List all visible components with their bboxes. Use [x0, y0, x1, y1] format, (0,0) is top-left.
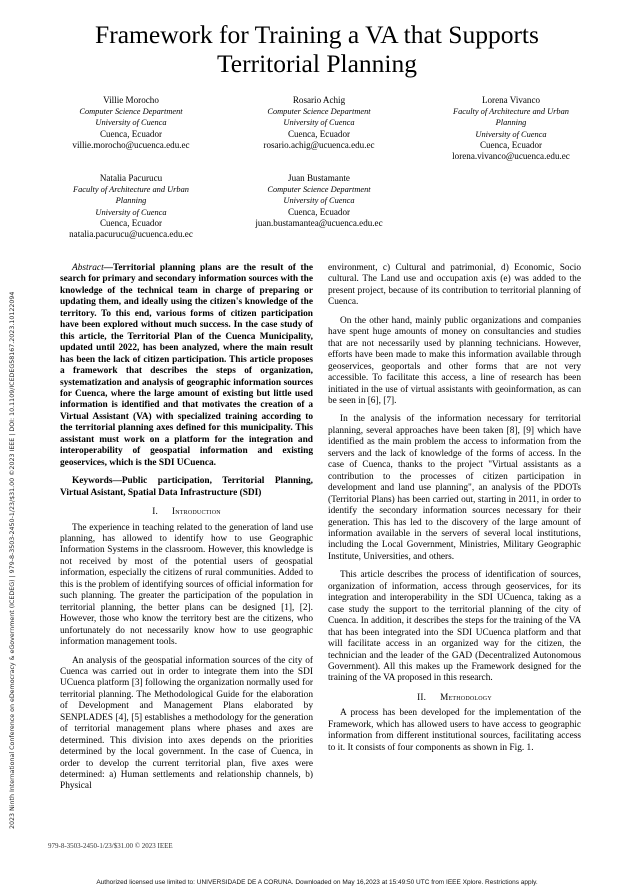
title-line-2: Territorial Planning [216, 49, 418, 78]
author-affiliation: Computer Science Department [79, 107, 183, 117]
paragraph: In the analysis of the information necessary for territorial planning, several approaches have been taken [8], [9] which have identified as the main problem the access to information from the servers and the lack of knowledge of the forms of access. In the case of Cuenca, thanks to the project "Virtual assistants as a contribution to the processes of citizen participation in development and land use planning", an analysis of the PDOTs (Territorial Plans) has been carried out, starting in 2011, in order to identify the secondary information sources necessary for their generation. This has led to the discovery of the large amount of information available in the servers of several local institutions, including the Local Government, Ministries, Military Geographic Institute, Universities, and others. [328, 414, 581, 562]
paragraph: On the other hand, mainly public organizations and companies have spent huge amounts of money on consultancies and studies that are not necessarily used by planning technicians. However, efforts have been made to make this information available through geoservices, geoportals and other forms that are not very accessible. To facilitate this access, a line of research has been initiated in the use of virtual assistants with geoinformation, as can be seen in [6], [7]. [328, 315, 581, 406]
abstract [60, 263, 313, 469]
author-email[interactable]: natalia.pacurucu@ucuenca.edu.ec [69, 229, 193, 240]
section-heading-methodology: II. Methodology [417, 691, 492, 702]
keywords: Keywords—Public participation, Territorial Planning, Virtual Asistant, Spatial Data Infrastructure (SDI) [60, 476, 313, 498]
author-affiliation: Planning [495, 118, 527, 128]
author-block [416, 95, 606, 162]
title-line-1: Framework for Training a VA that Supports [95, 20, 539, 49]
author-affiliation: Faculty of Architecture and Urban [453, 107, 569, 117]
author-affiliation: Computer Science Department [267, 107, 371, 117]
author-name: Villie Morocho [103, 95, 159, 105]
author-affiliation: University of Cuenca [95, 207, 167, 217]
section-heading-introduction: I. Introduction [152, 506, 221, 517]
conference-sidebar: 2023 Ninth International Conference on eDemocracy & eGovernment (ICEDEG) | 979-8-3503-2450-1/23/$31.00 ©2023 IEEE | DOI: 10.1109/ICEDEG58167.2023.10122094 [9, 291, 16, 829]
paragraph: environment, c) Cultural and patrimonial, d) Economic, Socio cultural. The Land use and occupation axis (e) was added to the present project, because of its contribution to territorial planning of Cuenca. [328, 263, 581, 308]
author-affiliation: University of Cuenca [95, 118, 167, 128]
author-block [224, 173, 414, 229]
paragraph: A process has been developed for the implementation of the Framework, which has allowed users to have access to geographic information from different institutional sources, facilitating access to it. It consists of four components as shown in Fig. 1. [328, 708, 581, 753]
author-block [36, 173, 226, 240]
paragraph: An analysis of the geospatial information sources of the city of Cuenca was carried out in order to integrate them into the SDI UCuenca platform [3] following the organization normally used for territorial planning. The Methodological Guide for the elaboration of Development and Management Plans elaborated by SENPLADES [4], [5] establishes a methodology for the generation of territorial management plans where phases and axes are determined. This division into axes depends on the priorities determined by the local government. In the case of Cuenca, in order to develop the current territorial plan, five axes were determined: a) Human settlements and relationship channels, b) Physical [60, 655, 313, 792]
author-block [36, 95, 226, 151]
author-name: Lorena Vivanco [481, 95, 541, 105]
author-email[interactable]: juan.bustamantea@ucuenca.edu.ec [255, 217, 383, 228]
author-location: Cuenca, Ecuador [99, 217, 163, 228]
author-location: Cuenca, Ecuador [99, 128, 163, 139]
author-affiliation: University of Cuenca [283, 196, 355, 206]
author-name: Natalia Pacurucu [99, 173, 163, 183]
author-location: Cuenca, Ecuador [287, 206, 351, 217]
author-email[interactable]: rosario.achig@ucuenca.edu.ec [263, 139, 375, 150]
right-column [328, 263, 581, 761]
left-column [60, 263, 313, 800]
author-email[interactable]: villie.morocho@ucuenca.edu.ec [72, 139, 190, 150]
author-location: Cuenca, Ecuador [287, 128, 351, 139]
author-location: Cuenca, Ecuador [479, 139, 543, 150]
author-name: Juan Bustamante [288, 173, 350, 183]
author-affiliation: Faculty of Architecture and Urban [73, 185, 189, 195]
author-name: Rosario Achig [292, 95, 346, 105]
footer-authorized-use: Authorized licensed use limited to: UNIVERSIDADE DE A CORUNA. Downloaded on May 16,2023 at 15:49:50 UTC from IEEE Xplore. Restrictions apply. [96, 879, 538, 886]
paragraph: This article describes the process of identification of sources, organization of information, access through geoservices, for its integration and interoperability in the SDI UCuenca, taking as a case study the support to the territorial planning of the city of Cuenca. In addition, it describes the steps for the training of the VA that has been integrated into the SDI UCuenca platform and that will facilitate access in an organized way for the citizen, the technician and the leader of the GAD (Decentralized Autonomous Government). All this makes up the Framework designed for the training of the VA proposed in this research. [328, 570, 581, 684]
author-block [224, 95, 414, 151]
abstract-label: Abstract [72, 263, 104, 273]
author-affiliation: Computer Science Department [267, 185, 371, 195]
abstract-text: —Territorial planning plans are the result of the search for primary and secondary information sources with the knowledge of the technical team in charge of preparing or updating them, and ideally using the citizen's knowledge of the territory. To this end, various forms of citizen participation have been explored without much success. In the case study of this article, the Territorial Plan of the Cuenca Municipality, updated until 2022, has been analyzed, where the main result has been the lack of citizen participation. This article proposes a framework that describes the steps of organization, systematization and analysis of geographic information sources for Cuenca, where the large amount of existing but little used information is identified and that motivates the creation of a Virtual Assistant (VA) with specialized training according to the territorial planning axes defined for this municipality. This assistant must work on a platform for the integration and interoperability of geospatial information and existing geoservices, which is the SDI UCuenca. [60, 263, 313, 468]
author-affiliation: Planning [115, 196, 147, 206]
author-affiliation: University of Cuenca [283, 118, 355, 128]
author-email[interactable]: lorena.vivanco@ucuenca.edu.ec [452, 151, 570, 162]
page-title [0, 20, 634, 78]
author-affiliation: University of Cuenca [475, 129, 547, 139]
footer-copyright: 979-8-3503-2450-1/23/$31.00 © 2023 IEEE [48, 842, 173, 850]
paragraph: The experience in teaching related to the generation of land use planning, has allowed to identify how to use Geographic Information Systems in the classroom. However, this knowledge is not received by most of the potential users of geospatial information, especially the citizens of rural communities. Added to this is the problem of identifying sources of official information for such planning. The greater the participation of the population in territorial planning, the better plans can be designed [1], [2]. However, those who know the territory best are the citizens, who unfortunately do not necessarily know how to use geographic information management tools. [60, 522, 313, 648]
